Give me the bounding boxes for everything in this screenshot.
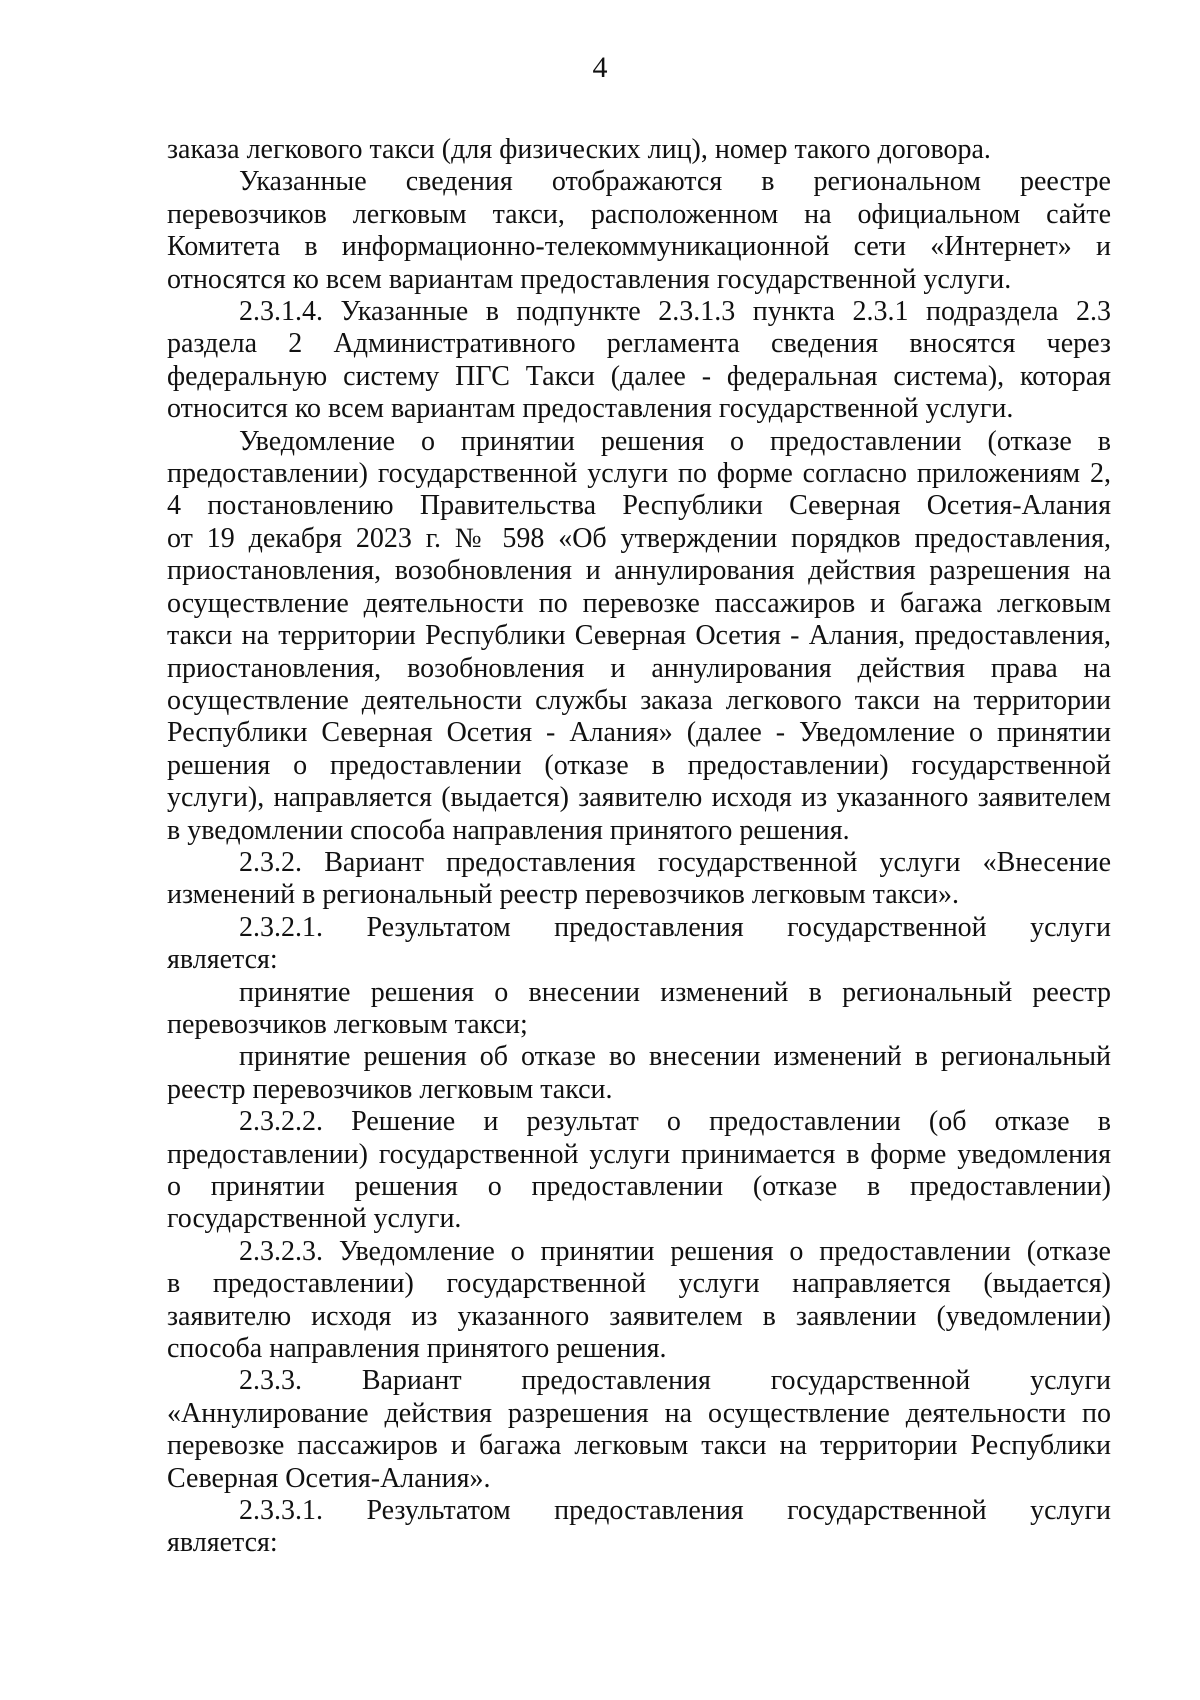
text-line: заказа легкового такси (для физических лиц), номер такого договора.: [167, 134, 991, 165]
text-line: способа направления принятого решения.: [167, 1333, 667, 1365]
text-line: от 19 декабря 2023 г. № 598 «Об утверждении порядков предоставления,: [167, 522, 1111, 554]
text-line: 4 постановлению Правительства Республики Северная Осетия-Алания: [167, 490, 1111, 522]
text-line: 2.3.2.2. Решение и результат о предоставлении (об отказе в: [239, 1106, 1111, 1138]
text-line: о принятии решения о предоставлении (отказе в предоставлении): [167, 1171, 1111, 1202]
text-line: приостановления, возобновления и аннулирования действия права на: [167, 652, 1111, 684]
text-line: федеральную систему ПГС Такси (далее - федеральная система), которая: [167, 360, 1111, 392]
text-line: предоставлении) государственной услуги по форме согласно приложениям 2,: [167, 458, 1111, 490]
text-line: в предоставлении) государственной услуги направляется (выдается): [167, 1268, 1111, 1300]
text-line: осуществление деятельности по перевозке пассажиров и багажа легковым: [167, 587, 1111, 619]
text-line: в уведомлении способа направления принятого решения.: [167, 814, 850, 846]
text-line: Республики Северная Осетия - Алания» (далее - Уведомление о принятии: [167, 717, 1111, 749]
text-line: услуги), направляется (выдается) заявителю исходя из указанного заявителем: [167, 782, 1111, 814]
text-line: решения о предоставлении (отказе в предоставлении) государственной: [167, 749, 1111, 781]
text-line: раздела 2 Административного регламента сведения вносятся через: [167, 328, 1111, 360]
text-line: относятся ко всем вариантам предоставления государственной услуги.: [167, 263, 1012, 295]
page-number: 4: [592, 51, 608, 84]
text-line: Комитета в информационно-телекоммуникационной сети «Интернет» и: [167, 231, 1111, 263]
text-line: 2.3.3. Вариант предоставления государственной услуги: [239, 1365, 1111, 1397]
text-line: осуществление деятельности службы заказа легкового такси на территории: [167, 684, 1111, 716]
text-line: 2.3.3.1. Результатом предоставления государственной услуги: [239, 1495, 1111, 1527]
document-body: [167, 134, 1111, 1560]
text-line: такси на территории Республики Северная Осетия - Алания, предоставления,: [167, 620, 1111, 652]
text-line: «Аннулирование действия разрешения на осуществление деятельности по: [167, 1397, 1111, 1429]
text-line: Уведомление о принятии решения о предоставлении (отказе в: [239, 425, 1111, 457]
text-line: изменений в региональный реестр перевозчиков легковым такси».: [167, 879, 959, 911]
text-line: перевозке пассажиров и багажа легковым такси на территории Республики: [167, 1430, 1111, 1462]
text-line: 2.3.2.1. Результатом предоставления государственной услуги: [239, 911, 1111, 943]
text-line: принятие решения о внесении изменений в региональный реестр: [239, 976, 1111, 1008]
text-line: 2.3.2. Вариант предоставления государственной услуги «Внесение: [239, 846, 1111, 878]
text-line: 2.3.2.3. Уведомление о принятии решения о предоставлении (отказе: [239, 1235, 1111, 1267]
text-line: перевозчиков легковым такси, расположенном на официальном сайте: [167, 198, 1111, 230]
text-line: перевозчиков легковым такси;: [167, 1008, 528, 1040]
text-line: является:: [167, 1527, 278, 1559]
text-line: 2.3.1.4. Указанные в подпункте 2.3.1.3 пункта 2.3.1 подраздела 2.3: [239, 296, 1111, 328]
text-line: государственной услуги.: [167, 1203, 462, 1235]
text-line: является:: [167, 944, 278, 976]
text-line: относится ко всем вариантам предоставления государственной услуги.: [167, 393, 1014, 425]
text-line: принятие решения об отказе во внесении изменений в региональный: [239, 1041, 1111, 1073]
text-line: приостановления, возобновления и аннулирования действия разрешения на: [167, 555, 1111, 587]
text-line: предоставлении) государственной услуги принимается в форме уведомления: [167, 1138, 1111, 1170]
text-line: Северная Осетия-Алания».: [167, 1462, 491, 1494]
text-line: реестр перевозчиков легковым такси.: [167, 1073, 613, 1105]
text-line: заявителю исходя из указанного заявителем в заявлении (уведомлении): [167, 1300, 1111, 1332]
text-line: Указанные сведения отображаются в региональном реестре: [239, 166, 1111, 198]
